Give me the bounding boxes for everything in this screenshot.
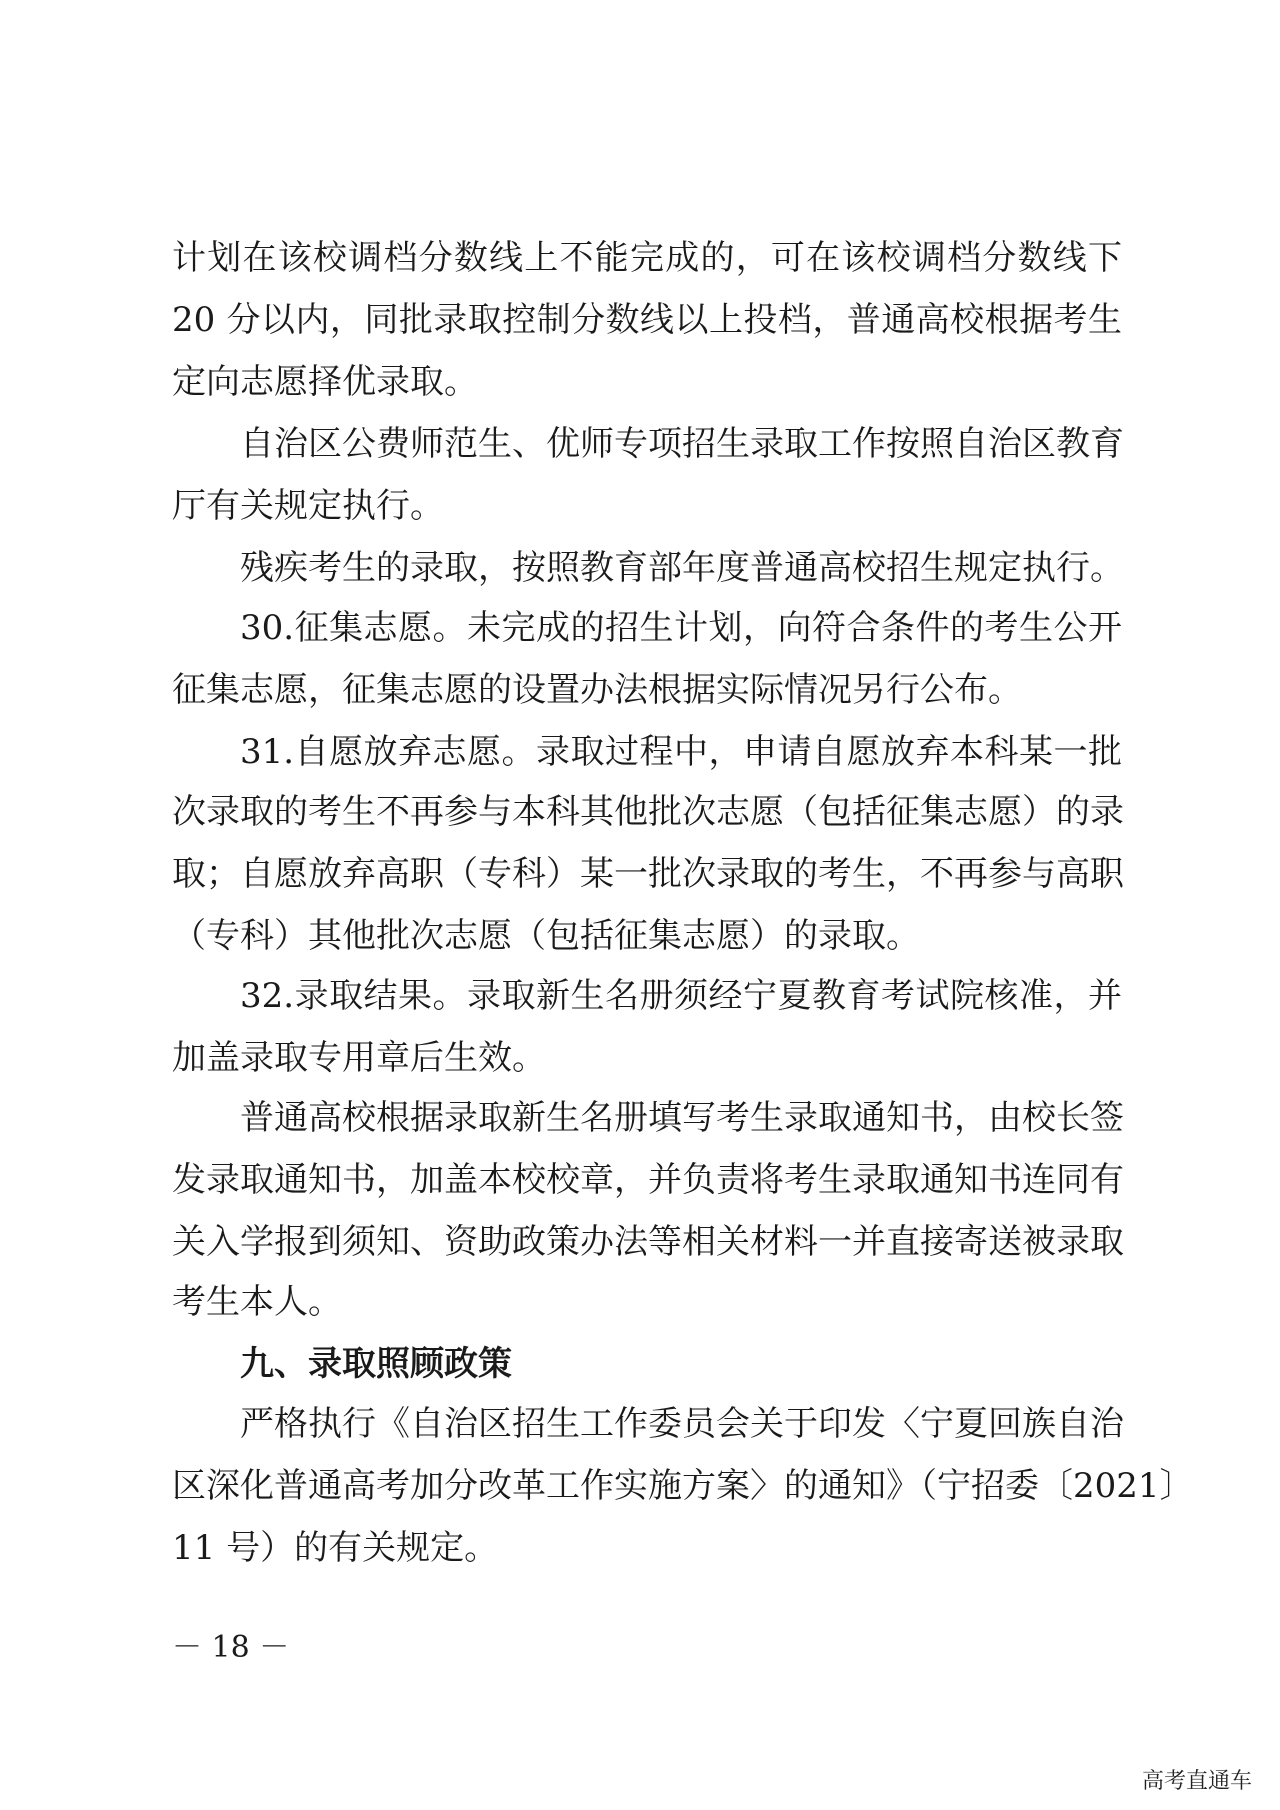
section-heading: 九、录取照顾政策 bbox=[240, 1344, 512, 1384]
paragraph-line: 32.录取结果。录取新生名册须经宁夏教育考试院核准，并 bbox=[240, 976, 1122, 1016]
paragraph-line: 厅有关规定执行。 bbox=[172, 486, 444, 526]
paragraph-line: 关入学报到须知、资助政策办法等相关材料一并直接寄送被录取 bbox=[172, 1222, 1124, 1262]
paragraph-line: 取；自愿放弃高职（专科）某一批次录取的考生，不再参与高职 bbox=[172, 854, 1124, 894]
paragraph-line: 31.自愿放弃志愿。录取过程中，申请自愿放弃本科某一批 bbox=[240, 732, 1122, 772]
paragraph-line: （专科）其他批次志愿（包括征集志愿）的录取。 bbox=[172, 916, 920, 956]
paragraph-line: 30.征集志愿。未完成的招生计划，向符合条件的考生公开 bbox=[240, 608, 1122, 648]
paragraph-line: 自治区公费师范生、优师专项招生录取工作按照自治区教育 bbox=[240, 424, 1124, 464]
paragraph-line: 残疾考生的录取，按照教育部年度普通高校招生规定执行。 bbox=[240, 548, 1124, 588]
paragraph-line: 区深化普通高考加分改革工作实施方案〉的通知》（宁招委〔2021〕 bbox=[172, 1466, 1194, 1506]
paragraph-line: 次录取的考生不再参与本科其他批次志愿（包括征集志愿）的录 bbox=[172, 792, 1124, 832]
paragraph-line: 计划在该校调档分数线上不能完成的，可在该校调档分数线下 bbox=[172, 238, 1122, 278]
page-number: － 18 － bbox=[172, 1630, 290, 1665]
paragraph-line: 征集志愿，征集志愿的设置办法根据实际情况另行公布。 bbox=[172, 670, 1022, 710]
paragraph-line: 11 号）的有关规定。 bbox=[172, 1528, 499, 1568]
paragraph-line: 发录取通知书，加盖本校校章，并负责将考生录取通知书连同有 bbox=[172, 1160, 1124, 1200]
paragraph-line: 加盖录取专用章后生效。 bbox=[172, 1038, 546, 1078]
paragraph-line: 普通高校根据录取新生名册填写考生录取通知书，由校长签 bbox=[240, 1098, 1124, 1138]
paragraph-line: 严格执行《自治区招生工作委员会关于印发〈宁夏回族自治 bbox=[240, 1404, 1124, 1444]
paragraph-line: 定向志愿择优录取。 bbox=[172, 362, 478, 402]
paragraph-line: 考生本人。 bbox=[172, 1282, 342, 1322]
paragraph-line: 20 分以内，同批录取控制分数线以上投档，普通高校根据考生 bbox=[172, 300, 1122, 340]
watermark-text: 高考直通车 bbox=[1141, 1769, 1252, 1794]
